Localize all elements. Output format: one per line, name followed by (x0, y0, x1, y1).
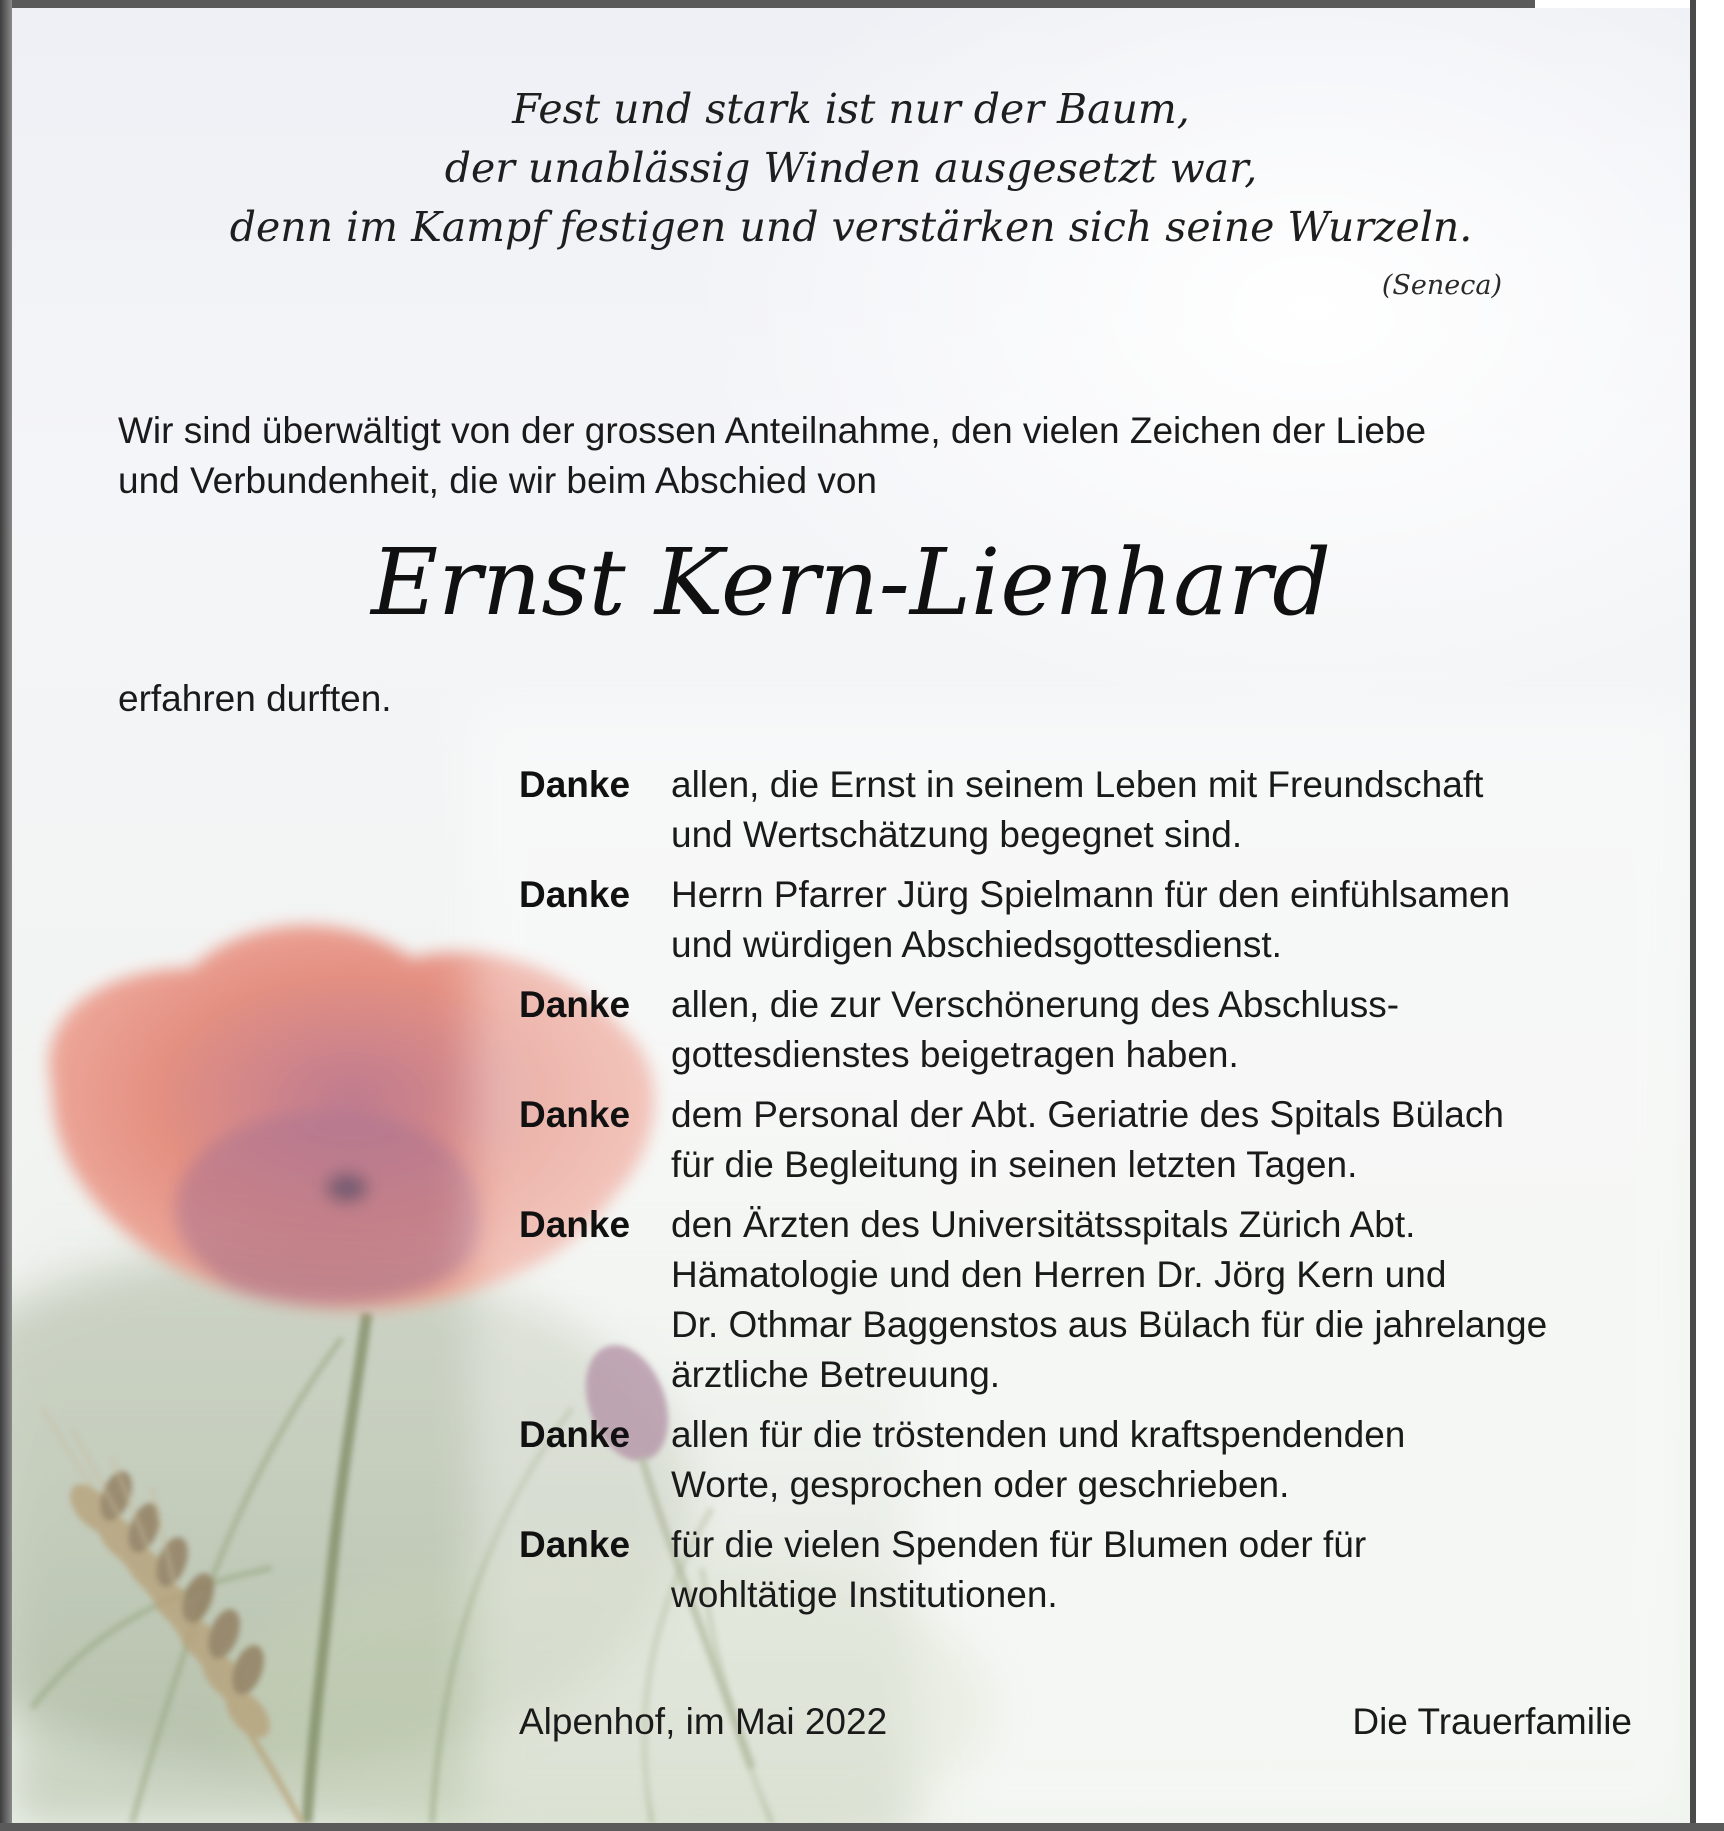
thanks-line: Dr. Othmar Baggenstos aus Bülach für die jahrelange (671, 1304, 1548, 1345)
motto-line-3: denn im Kampf festigen und verstärken sich seine Wurzeln. (229, 203, 1473, 251)
intro-line-2: und Verbundenheit, die wir beim Abschied von (118, 460, 878, 501)
motto-author: (Seneca) (1381, 270, 1502, 301)
signature: Die Trauerfamilie (1352, 1701, 1632, 1742)
thanks-item (519, 1090, 1669, 1190)
thanks-line: allen, die Ernst in seinem Leben mit Freundschaft (671, 764, 1484, 805)
place-and-date: Alpenhof, im Mai 2022 (519, 1701, 888, 1742)
thanks-text (671, 760, 1669, 860)
intro-line-1: Wir sind überwältigt von der grossen Anteilnahme, den vielen Zeichen der Liebe (118, 410, 1427, 451)
thanks-line: ärztliche Betreuung. (671, 1354, 1001, 1395)
thanks-line: gottesdienstes beigetragen haben. (671, 1034, 1239, 1075)
thanks-line: allen für die tröstenden und kraftspendenden (671, 1414, 1406, 1455)
thanks-keyword: Danke (519, 984, 631, 1025)
frame-left-edge (0, 0, 12, 1831)
thanks-line: für die vielen Spenden für Blumen oder für (671, 1524, 1367, 1565)
thanks-line: den Ärzten des Universitätsspitals Zürich Abt. (671, 1204, 1416, 1245)
thanks-keyword: Danke (519, 764, 631, 805)
thanks-item (519, 1410, 1669, 1510)
thanks-line: Herrn Pfarrer Jürg Spielmann für den einfühlsamen (671, 874, 1511, 915)
motto-quote (12, 80, 1690, 257)
thanks-keyword: Danke (519, 1414, 631, 1455)
thanks-text (671, 1410, 1669, 1510)
intro-paragraph (118, 406, 1618, 506)
thanks-item (519, 1200, 1669, 1400)
thanks-line: für die Begleitung in seinen letzten Tagen. (671, 1144, 1358, 1185)
thanks-list (519, 760, 1669, 1630)
thanks-line: wohltätige Institutionen. (671, 1574, 1058, 1615)
thanks-text (671, 1200, 1669, 1400)
outro-text: erfahren durften. (118, 678, 392, 719)
thanks-keyword: Danke (519, 1204, 631, 1245)
thanks-line: dem Personal der Abt. Geriatrie des Spitals Bülach (671, 1094, 1504, 1135)
thanks-keyword: Danke (519, 1094, 631, 1135)
thanks-item (519, 980, 1669, 1080)
frame-right-margin (1697, 0, 1724, 1831)
deceased-name: Ernst Kern-Lienhard (370, 529, 1332, 636)
thanks-keyword: Danke (519, 874, 631, 915)
thanks-keyword: Danke (519, 1524, 631, 1565)
thanks-line: allen, die zur Verschönerung des Abschluss- (671, 984, 1400, 1025)
thanks-item (519, 760, 1669, 860)
thanks-item (519, 1520, 1669, 1620)
thanks-item (519, 870, 1669, 970)
motto-line-2: der unablässig Winden ausgesetzt war, (444, 144, 1258, 192)
thanks-text (671, 870, 1669, 970)
thanks-text (671, 980, 1669, 1080)
obituary-card (12, 8, 1690, 1823)
motto-line-1: Fest und stark ist nur der Baum, (512, 85, 1190, 133)
frame-right-edge (1690, 0, 1696, 1831)
thanks-line: und würdigen Abschiedsgottesdienst. (671, 924, 1282, 965)
thanks-line: Worte, gesprochen oder geschrieben. (671, 1464, 1290, 1505)
frame-top-edge (0, 0, 1535, 8)
thanks-text (671, 1520, 1669, 1620)
thanks-text (671, 1090, 1669, 1190)
frame-bottom-edge (0, 1823, 1724, 1831)
thanks-line: Hämatologie und den Herren Dr. Jörg Kern und (671, 1254, 1447, 1295)
thanks-line: und Wertschätzung begegnet sind. (671, 814, 1243, 855)
